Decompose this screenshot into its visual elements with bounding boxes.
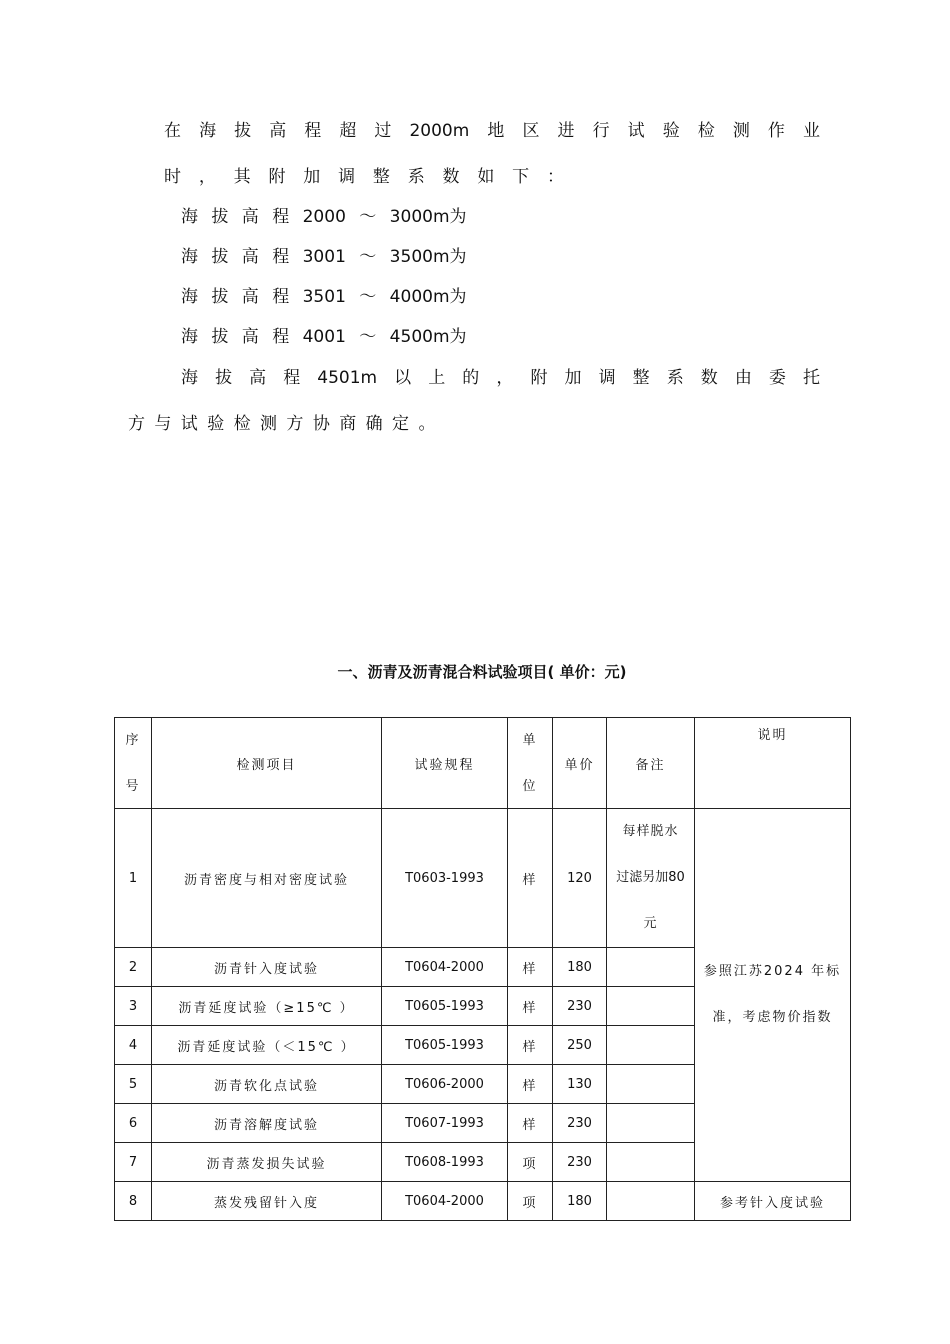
cell-spec: T0604-2000 bbox=[382, 948, 508, 987]
header-price-label: 单价 bbox=[564, 757, 595, 773]
cell-seq: 4 bbox=[115, 1026, 152, 1065]
remark-line: 过滤另加80 bbox=[616, 870, 685, 885]
cell-spec: T0605-1993 bbox=[382, 987, 508, 1026]
cell-item: 蒸发残留针入度 bbox=[152, 1182, 382, 1221]
cell-item: 沥青延度试验（≥15℃ ） bbox=[152, 987, 382, 1026]
cell-item: 沥青延度试验（＜15℃ ） bbox=[152, 1026, 382, 1065]
paragraph-line-8: 方 与 试 验 检 测 方 协 商 确 定 。 bbox=[128, 414, 436, 434]
cell-price: 130 bbox=[553, 1065, 607, 1104]
header-unit bbox=[508, 718, 553, 809]
remark-line: 每样脱水 bbox=[622, 824, 679, 839]
cell-price: 250 bbox=[553, 1026, 607, 1065]
cell-seq: 3 bbox=[115, 987, 152, 1026]
header-seq-bottom: 号 bbox=[125, 778, 141, 794]
cell-price: 230 bbox=[553, 987, 607, 1026]
cell-explain: 参考针入度试验 bbox=[695, 1182, 851, 1221]
cell-unit: 项 bbox=[508, 1182, 553, 1221]
header-remark bbox=[607, 718, 695, 809]
cell-spec: T0605-1993 bbox=[382, 1026, 508, 1065]
remark-line: 元 bbox=[643, 916, 658, 931]
cell-price: 230 bbox=[553, 1104, 607, 1143]
price-table bbox=[114, 717, 851, 1221]
cell-remark bbox=[607, 1143, 695, 1182]
altitude-range-3: 海 拔 高 程 3501 ～ 4000m为 bbox=[181, 287, 467, 307]
merged-explain-cell bbox=[695, 809, 851, 1182]
cell-unit: 样 bbox=[508, 987, 553, 1026]
cell-seq: 2 bbox=[115, 948, 152, 987]
header-item-label: 检测项目 bbox=[236, 757, 297, 773]
cell-seq: 6 bbox=[115, 1104, 152, 1143]
cell-remark bbox=[607, 987, 695, 1026]
cell-remark bbox=[607, 1104, 695, 1143]
cell-price: 230 bbox=[553, 1143, 607, 1182]
table-header-row bbox=[115, 718, 851, 809]
cell-unit: 样 bbox=[508, 809, 553, 948]
cell-price: 180 bbox=[553, 948, 607, 987]
cell-unit: 项 bbox=[508, 1143, 553, 1182]
cell-remark bbox=[607, 1026, 695, 1065]
header-item bbox=[152, 718, 382, 809]
cell-seq: 8 bbox=[115, 1182, 152, 1221]
cell-seq: 7 bbox=[115, 1143, 152, 1182]
cell-price: 180 bbox=[553, 1182, 607, 1221]
header-unit-top: 单 bbox=[522, 732, 538, 748]
cell-seq: 5 bbox=[115, 1065, 152, 1104]
header-unit-bottom: 位 bbox=[522, 778, 538, 794]
table-title: 一、沥青及沥青混合料试验项目( 单价：元) bbox=[337, 663, 627, 681]
cell-remark bbox=[607, 1182, 695, 1221]
cell-spec: T0607-1993 bbox=[382, 1104, 508, 1143]
cell-unit: 样 bbox=[508, 1104, 553, 1143]
cell-remark bbox=[607, 1065, 695, 1104]
explain-line: 准，考虑物价指数 bbox=[712, 1010, 833, 1025]
cell-spec: T0604-2000 bbox=[382, 1182, 508, 1221]
cell-unit: 样 bbox=[508, 1026, 553, 1065]
header-seq bbox=[115, 718, 152, 809]
altitude-range-2: 海 拔 高 程 3001 ～ 3500m为 bbox=[181, 247, 467, 267]
cell-item: 沥青溶解度试验 bbox=[152, 1104, 382, 1143]
cell-seq: 1 bbox=[115, 809, 152, 948]
header-explain bbox=[695, 718, 851, 809]
header-price bbox=[553, 718, 607, 809]
cell-spec: T0606-2000 bbox=[382, 1065, 508, 1104]
cell-remark bbox=[607, 948, 695, 987]
header-explain-label: 说明 bbox=[757, 728, 788, 743]
header-seq-top: 序 bbox=[125, 732, 141, 748]
header-spec-label: 试验规程 bbox=[414, 757, 475, 773]
table-row bbox=[115, 1182, 851, 1221]
explain-line: 参照江苏2024 年标 bbox=[703, 964, 842, 979]
cell-price: 120 bbox=[553, 809, 607, 948]
paragraph-line-2: 时，其附加调整系数如下： bbox=[164, 167, 564, 187]
table-row bbox=[115, 809, 851, 948]
altitude-range-4: 海 拔 高 程 4001 ～ 4500m为 bbox=[181, 327, 467, 347]
cell-item: 沥青软化点试验 bbox=[152, 1065, 382, 1104]
paragraph-line-7: 海拔高程4501m以上的，附加调整系数由委托 bbox=[181, 368, 820, 388]
cell-item: 沥青蒸发损失试验 bbox=[152, 1143, 382, 1182]
paragraph-line-1: 在海拔高程超过2000m地区进行试验检测作业 bbox=[164, 121, 820, 141]
header-remark-label: 备注 bbox=[635, 757, 666, 773]
cell-spec: T0603-1993 bbox=[382, 809, 508, 948]
cell-item: 沥青密度与相对密度试验 bbox=[152, 809, 382, 948]
cell-item: 沥青针入度试验 bbox=[152, 948, 382, 987]
cell-spec: T0608-1993 bbox=[382, 1143, 508, 1182]
header-spec bbox=[382, 718, 508, 809]
altitude-range-1: 海 拔 高 程 2000 ～ 3000m为 bbox=[181, 207, 467, 227]
cell-unit: 样 bbox=[508, 1065, 553, 1104]
cell-remark bbox=[607, 809, 695, 948]
cell-unit: 样 bbox=[508, 948, 553, 987]
